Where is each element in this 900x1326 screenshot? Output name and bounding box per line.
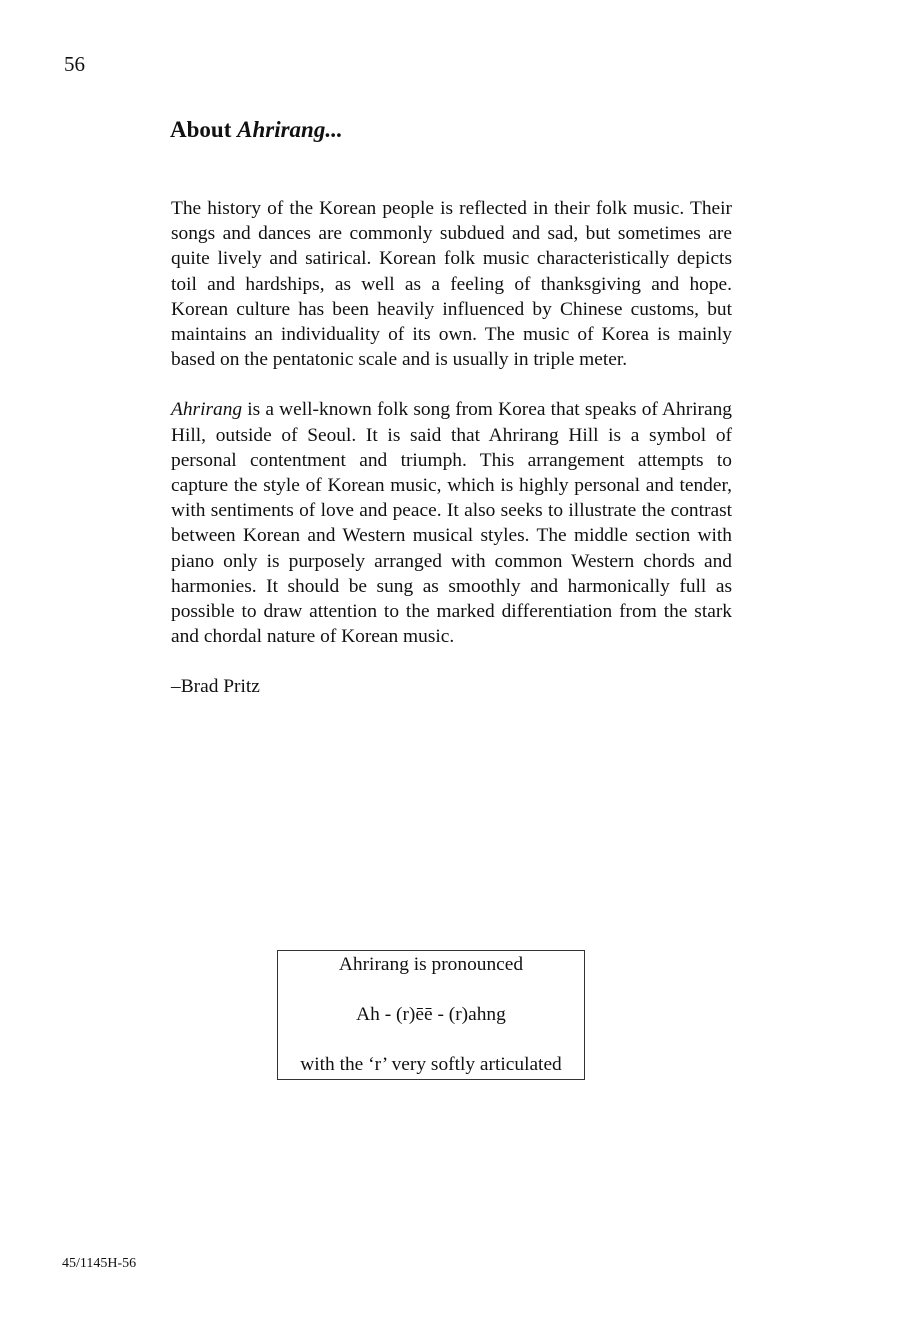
paragraph-ahrirang-text: is a well-known folk song from Korea that speaks of Ahrirang Hill, outside of Seoul. It is said that Ahrirang Hill is a symbol of personal contentment and triumph. This arrangement attempts to capture the style of Korean music, which is highly personal and tender, with sentiments of love and peace. It also seeks to illustrate the contrast between Korean and Western musical styles. The middle section with piano only is purposely arranged with common Western chords and harmonies. It should be sung as smoothly and harmonically full as possible to draw attention to the marked differentiation from the stark and chordal nature of Korean music.	[171, 399, 732, 648]
title-italic: Ahrirang...	[237, 117, 343, 142]
footer-catalog-code: 45/1145H-56	[62, 1256, 137, 1271]
article-body	[171, 196, 732, 700]
page-title	[170, 117, 343, 143]
pronunciation-phonetic: Ah - (r)ēē - (r)ahng	[356, 1004, 506, 1025]
song-title-italic: Ahrirang	[171, 399, 243, 421]
pronunciation-intro: Ahrirang is pronounced	[338, 954, 524, 975]
paragraph-ahrirang	[171, 397, 732, 649]
paragraph-history: The history of the Korean people is reflected in their folk music. Their songs and dances are commonly subdued and sad, but sometimes are quite lively and satirical. Korean folk music characteristically depicts toil and hardships, as well as a feeling of thanksgiving and hope. Korean culture has been heavily influenced by Chinese customs, but maintains an individuality of its own. The music of Korea is mainly based on the pentatonic scale and is usually in triple meter.	[171, 198, 732, 371]
page-number: 56	[64, 52, 85, 76]
title-prefix: About	[170, 117, 238, 142]
pronunciation-box	[277, 950, 585, 1080]
author-signature: –Brad Pritz	[171, 676, 260, 698]
pronunciation-note: with the ‘r’ very softly articulated	[300, 1054, 562, 1075]
